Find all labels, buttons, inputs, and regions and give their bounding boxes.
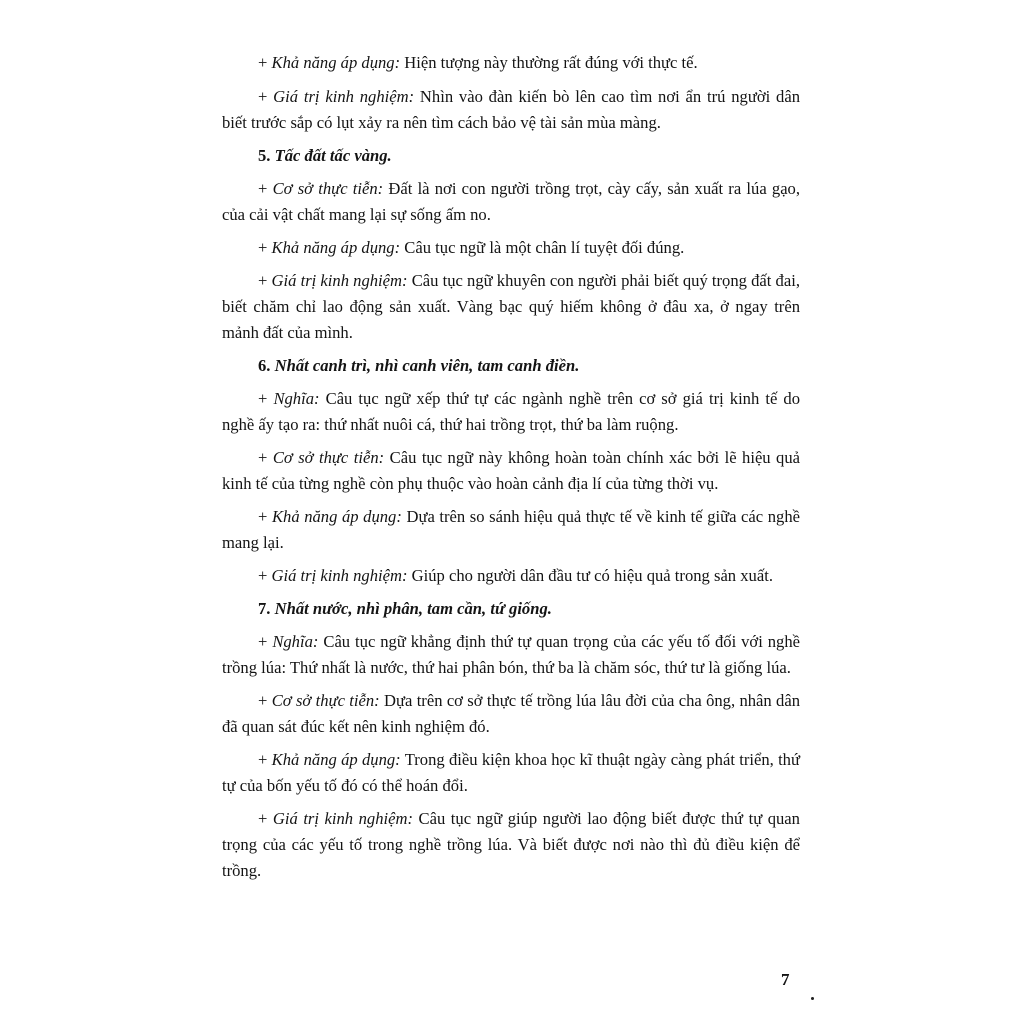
item-paragraph bbox=[222, 688, 800, 740]
item-label: Nghĩa: bbox=[273, 389, 320, 408]
item-paragraph bbox=[222, 176, 800, 228]
item-label: Cơ sở thực tiễn: bbox=[272, 448, 385, 467]
bullet-mark: + bbox=[258, 632, 268, 651]
bullet-mark: + bbox=[258, 271, 268, 290]
bullet-mark: + bbox=[258, 507, 268, 526]
bullet-mark: + bbox=[258, 691, 268, 710]
print-speck bbox=[811, 997, 814, 1000]
item-text: Câu tục ngữ này không hoàn toàn chính xác bởi lẽ hiệu quả kinh tế của từng nghề còn phụ thuộc vào hoàn cảnh địa lí của từng thời vụ. bbox=[222, 448, 801, 493]
item-label: Giá trị kinh nghiệm: bbox=[273, 87, 415, 106]
item-label: Nghĩa: bbox=[272, 632, 319, 651]
bullet-mark: + bbox=[258, 238, 268, 257]
item-paragraph bbox=[222, 84, 800, 136]
item-text: Đất là nơi con người trồng trọt, cày cấy, sản xuất ra lúa gạo, của cải vật chất mang lại sự sống ấm no. bbox=[222, 179, 800, 224]
item-paragraph bbox=[222, 445, 800, 497]
bullet-mark: + bbox=[258, 179, 268, 198]
item-text: Hiện tượng này thường rất đúng với thực tế. bbox=[404, 53, 698, 72]
item-label: Cơ sở thực tiễn: bbox=[272, 179, 384, 198]
item-text: Giúp cho người dân đầu tư có hiệu quả trong sản xuất. bbox=[411, 566, 773, 585]
item-text: Dựa trên cơ sở thực tế trồng lúa lâu đời của cha ông, nhân dân đã quan sát đúc kết nên kinh nghiệm đó. bbox=[222, 691, 800, 736]
item-paragraph bbox=[222, 268, 800, 346]
section-title: Nhất nước, nhì phân, tam cần, tứ giống. bbox=[274, 599, 552, 618]
bullet-mark: + bbox=[258, 87, 268, 106]
page-body bbox=[222, 50, 800, 891]
item-text: Câu tục ngữ là một chân lí tuyệt đối đúng. bbox=[404, 238, 685, 257]
section-number: 5. bbox=[258, 146, 271, 165]
bullet-mark: + bbox=[258, 750, 268, 769]
item-text: Trong điều kiện khoa học kĩ thuật ngày càng phát triển, thứ tự của bốn yếu tố đó có thể hoán đổi. bbox=[222, 750, 800, 795]
item-paragraph bbox=[222, 806, 800, 884]
bullet-mark: + bbox=[258, 566, 268, 585]
item-paragraph bbox=[222, 235, 800, 261]
item-label: Khả năng áp dụng: bbox=[271, 53, 401, 72]
item-paragraph bbox=[222, 50, 800, 76]
bullet-mark: + bbox=[258, 53, 268, 72]
item-text: Nhìn vào đàn kiến bò lên cao tìm nơi ẩn trú người dân biết trước sắp có lụt xảy ra nên tìm cách bảo vệ tài sản mùa màng. bbox=[222, 87, 800, 132]
item-paragraph bbox=[222, 747, 800, 799]
section-number: 6. bbox=[258, 356, 271, 375]
item-paragraph bbox=[222, 386, 800, 438]
item-label: Giá trị kinh nghiệm: bbox=[271, 271, 408, 290]
item-paragraph bbox=[222, 563, 800, 589]
section-heading bbox=[222, 596, 800, 622]
item-label: Khả năng áp dụng: bbox=[271, 507, 402, 526]
item-label: Giá trị kinh nghiệm: bbox=[272, 809, 413, 828]
item-label: Cơ sở thực tiễn: bbox=[271, 691, 380, 710]
item-text: Câu tục ngữ khuyên con người phải biết quý trọng đất đai, biết chăm chỉ lao động sản xuất. Vàng bạc quý hiếm không ở đâu xa, ở ngay trên mảnh đất của mình. bbox=[222, 271, 800, 342]
section-number: 7. bbox=[258, 599, 271, 618]
item-text: Câu tục ngữ xếp thứ tự các ngành nghề trên cơ sở giá trị kinh tế do nghề ấy tạo ra: thứ nhất nuôi cá, thứ hai trồng trọt, thứ ba làm ruộng. bbox=[222, 389, 800, 434]
item-label: Khả năng áp dụng: bbox=[271, 238, 401, 257]
section-heading bbox=[222, 353, 800, 379]
section-heading bbox=[222, 143, 800, 169]
bullet-mark: + bbox=[258, 389, 268, 408]
item-paragraph bbox=[222, 629, 800, 681]
item-text: Câu tục ngữ khẳng định thứ tự quan trọng của các yếu tố đối với nghề trồng lúa: Thứ nhất là nước, thứ hai phân bón, thứ ba là chăm sóc, thứ tư là giống lúa. bbox=[222, 632, 801, 677]
item-label: Khả năng áp dụng: bbox=[271, 750, 401, 769]
bullet-mark: + bbox=[258, 448, 268, 467]
section-title: Nhất canh trì, nhì canh viên, tam canh điền. bbox=[274, 356, 580, 375]
bullet-mark: + bbox=[258, 809, 268, 828]
item-text: Dựa trên so sánh hiệu quả thực tế về kinh tế giữa các nghề mang lại. bbox=[222, 507, 800, 552]
item-paragraph bbox=[222, 504, 800, 556]
item-text: Câu tục ngữ giúp người lao động biết được thứ tự quan trọng của các yếu tố trong nghề trồng lúa. Và biết được nơi nào thì đủ điều kiện để trồng. bbox=[222, 809, 800, 880]
page-number: 7 bbox=[781, 970, 790, 989]
section-title: Tấc đất tấc vàng. bbox=[274, 146, 392, 165]
item-label: Giá trị kinh nghiệm: bbox=[271, 566, 408, 585]
